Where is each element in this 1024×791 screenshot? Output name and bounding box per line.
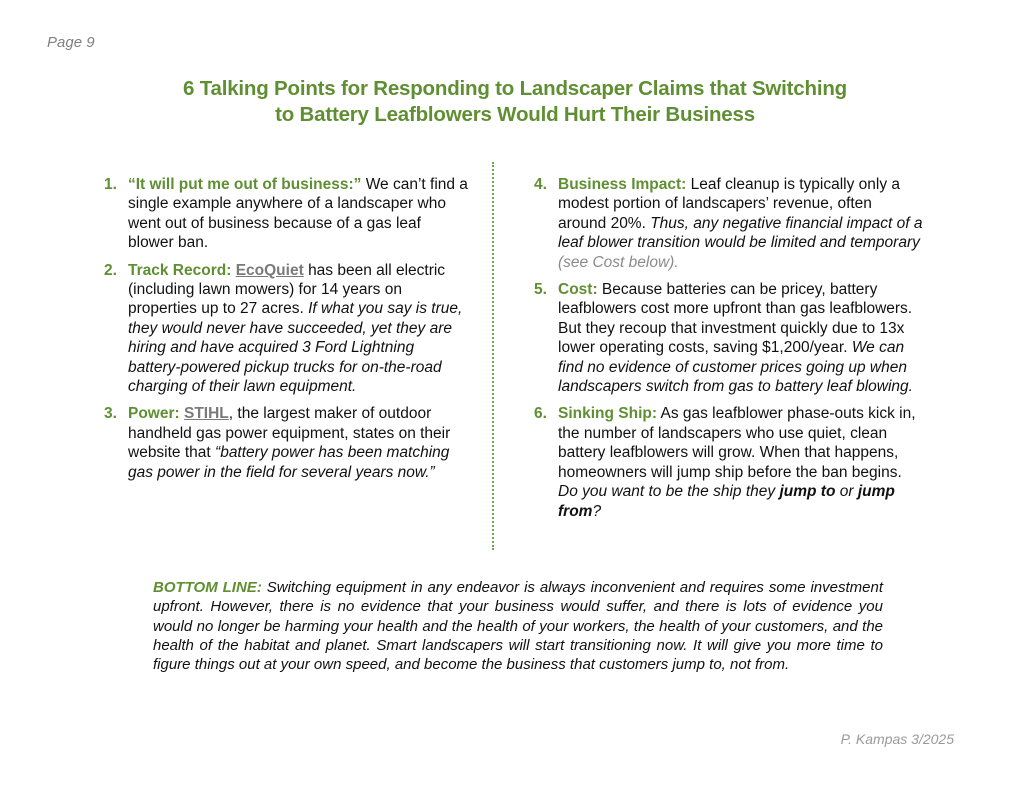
talking-point-1	[104, 175, 469, 253]
point-italic-text: or	[839, 483, 854, 501]
point-text: We can’t find a single example anywhere of a landscaper who went out of business because of a gas leaf blower ban.	[128, 176, 468, 252]
point-text: As gas leafblower phase-outs kick in, the number of landscapers who use quiet, clean battery leafblowers will grow. When that happens, homeowners will jump ship before the ban begins.	[558, 405, 916, 481]
bottom-line-paragraph	[153, 578, 883, 674]
point-italic-text: ?	[592, 502, 602, 520]
point-heading: Cost:	[558, 281, 598, 299]
talking-point-2	[104, 261, 469, 397]
point-number: 4.	[534, 176, 547, 193]
point-bold-italic-text: jump to	[779, 483, 836, 501]
point-heading: Track Record:	[128, 261, 232, 279]
point-note: (see Cost below).	[558, 253, 679, 271]
document-title	[60, 76, 970, 128]
bottom-line-label: BOTTOM LINE:	[153, 579, 262, 596]
point-text: has been all electric (including lawn mowers) for 14 years on properties up to 27 acres.	[128, 261, 446, 318]
point-text: Because batteries can be pricey, battery leafblowers cost more upfront than gas leafblowers. But they recoup that investment quickly due to 13x lower operating costs, saving $1,200/year.	[558, 281, 913, 357]
point-text: , the largest maker of outdoor handheld gas power equipment, states on their website that	[128, 405, 451, 462]
point-text: Leaf cleanup is typically only a modest portion of landscapers’ revenue, often around 20%.	[558, 176, 901, 232]
bottom-line-text: Switching equipment in any endeavor is always inconvenient and requires some investment upfront. However, there is no evidence that your business would suffer, and there is lots of evidence you would no longer be harming your health and the health of your workers, the health of your customers, and the health of the habitat and planet. Smart landscapers will start transitioning now. It will give you more time to figure things out at your own speed, and become the business that customers jump to, not from.	[153, 579, 883, 674]
point-number: 3.	[104, 405, 117, 423]
page-number: Page 9	[47, 34, 95, 51]
ecoquiet-link[interactable]: EcoQuiet	[235, 261, 304, 279]
talking-point-3	[104, 404, 469, 482]
point-italic-text: “battery power has been matching gas power in the field for several years now.”	[128, 444, 450, 481]
title-line-2: to Battery Leafblowers Would Hurt Their Business	[275, 103, 755, 126]
point-italic-text: Do you want to be the ship they	[558, 483, 776, 501]
talking-point-4	[534, 175, 924, 272]
point-number: 1.	[104, 176, 117, 193]
point-heading: Sinking Ship:	[558, 405, 658, 423]
stihl-link[interactable]: STIHL	[184, 405, 229, 423]
talking-point-5	[534, 280, 924, 396]
point-bold-italic-text: jump from	[558, 483, 895, 520]
point-italic-text: Thus, any negative financial impact of a leaf blower transition would be limited and temporary	[558, 214, 923, 252]
point-heading: Business Impact:	[558, 176, 687, 193]
point-italic-text: We can find no evidence of customer prices going up when landscapers switch from gas to battery leaf blowing.	[558, 339, 913, 396]
left-column	[104, 175, 469, 490]
point-italic-text: If what you say is true, they would never have succeeded, yet they are hiring and have acquired 3 Ford Lightning battery-powered pickup trucks for on-the-road charging of their lawn equipment.	[128, 300, 463, 396]
right-column	[534, 175, 924, 529]
point-heading: Power:	[128, 405, 180, 423]
point-heading: “It will put me out of business:”	[128, 176, 362, 193]
point-number: 2.	[104, 261, 117, 279]
point-number: 6.	[534, 405, 547, 423]
point-number: 5.	[534, 281, 547, 299]
author-footer: P. Kampas 3/2025	[840, 731, 954, 747]
talking-point-6	[534, 404, 924, 520]
column-divider	[492, 162, 494, 550]
title-line-1: 6 Talking Points for Responding to Landscaper Claims that Switching	[183, 77, 847, 100]
